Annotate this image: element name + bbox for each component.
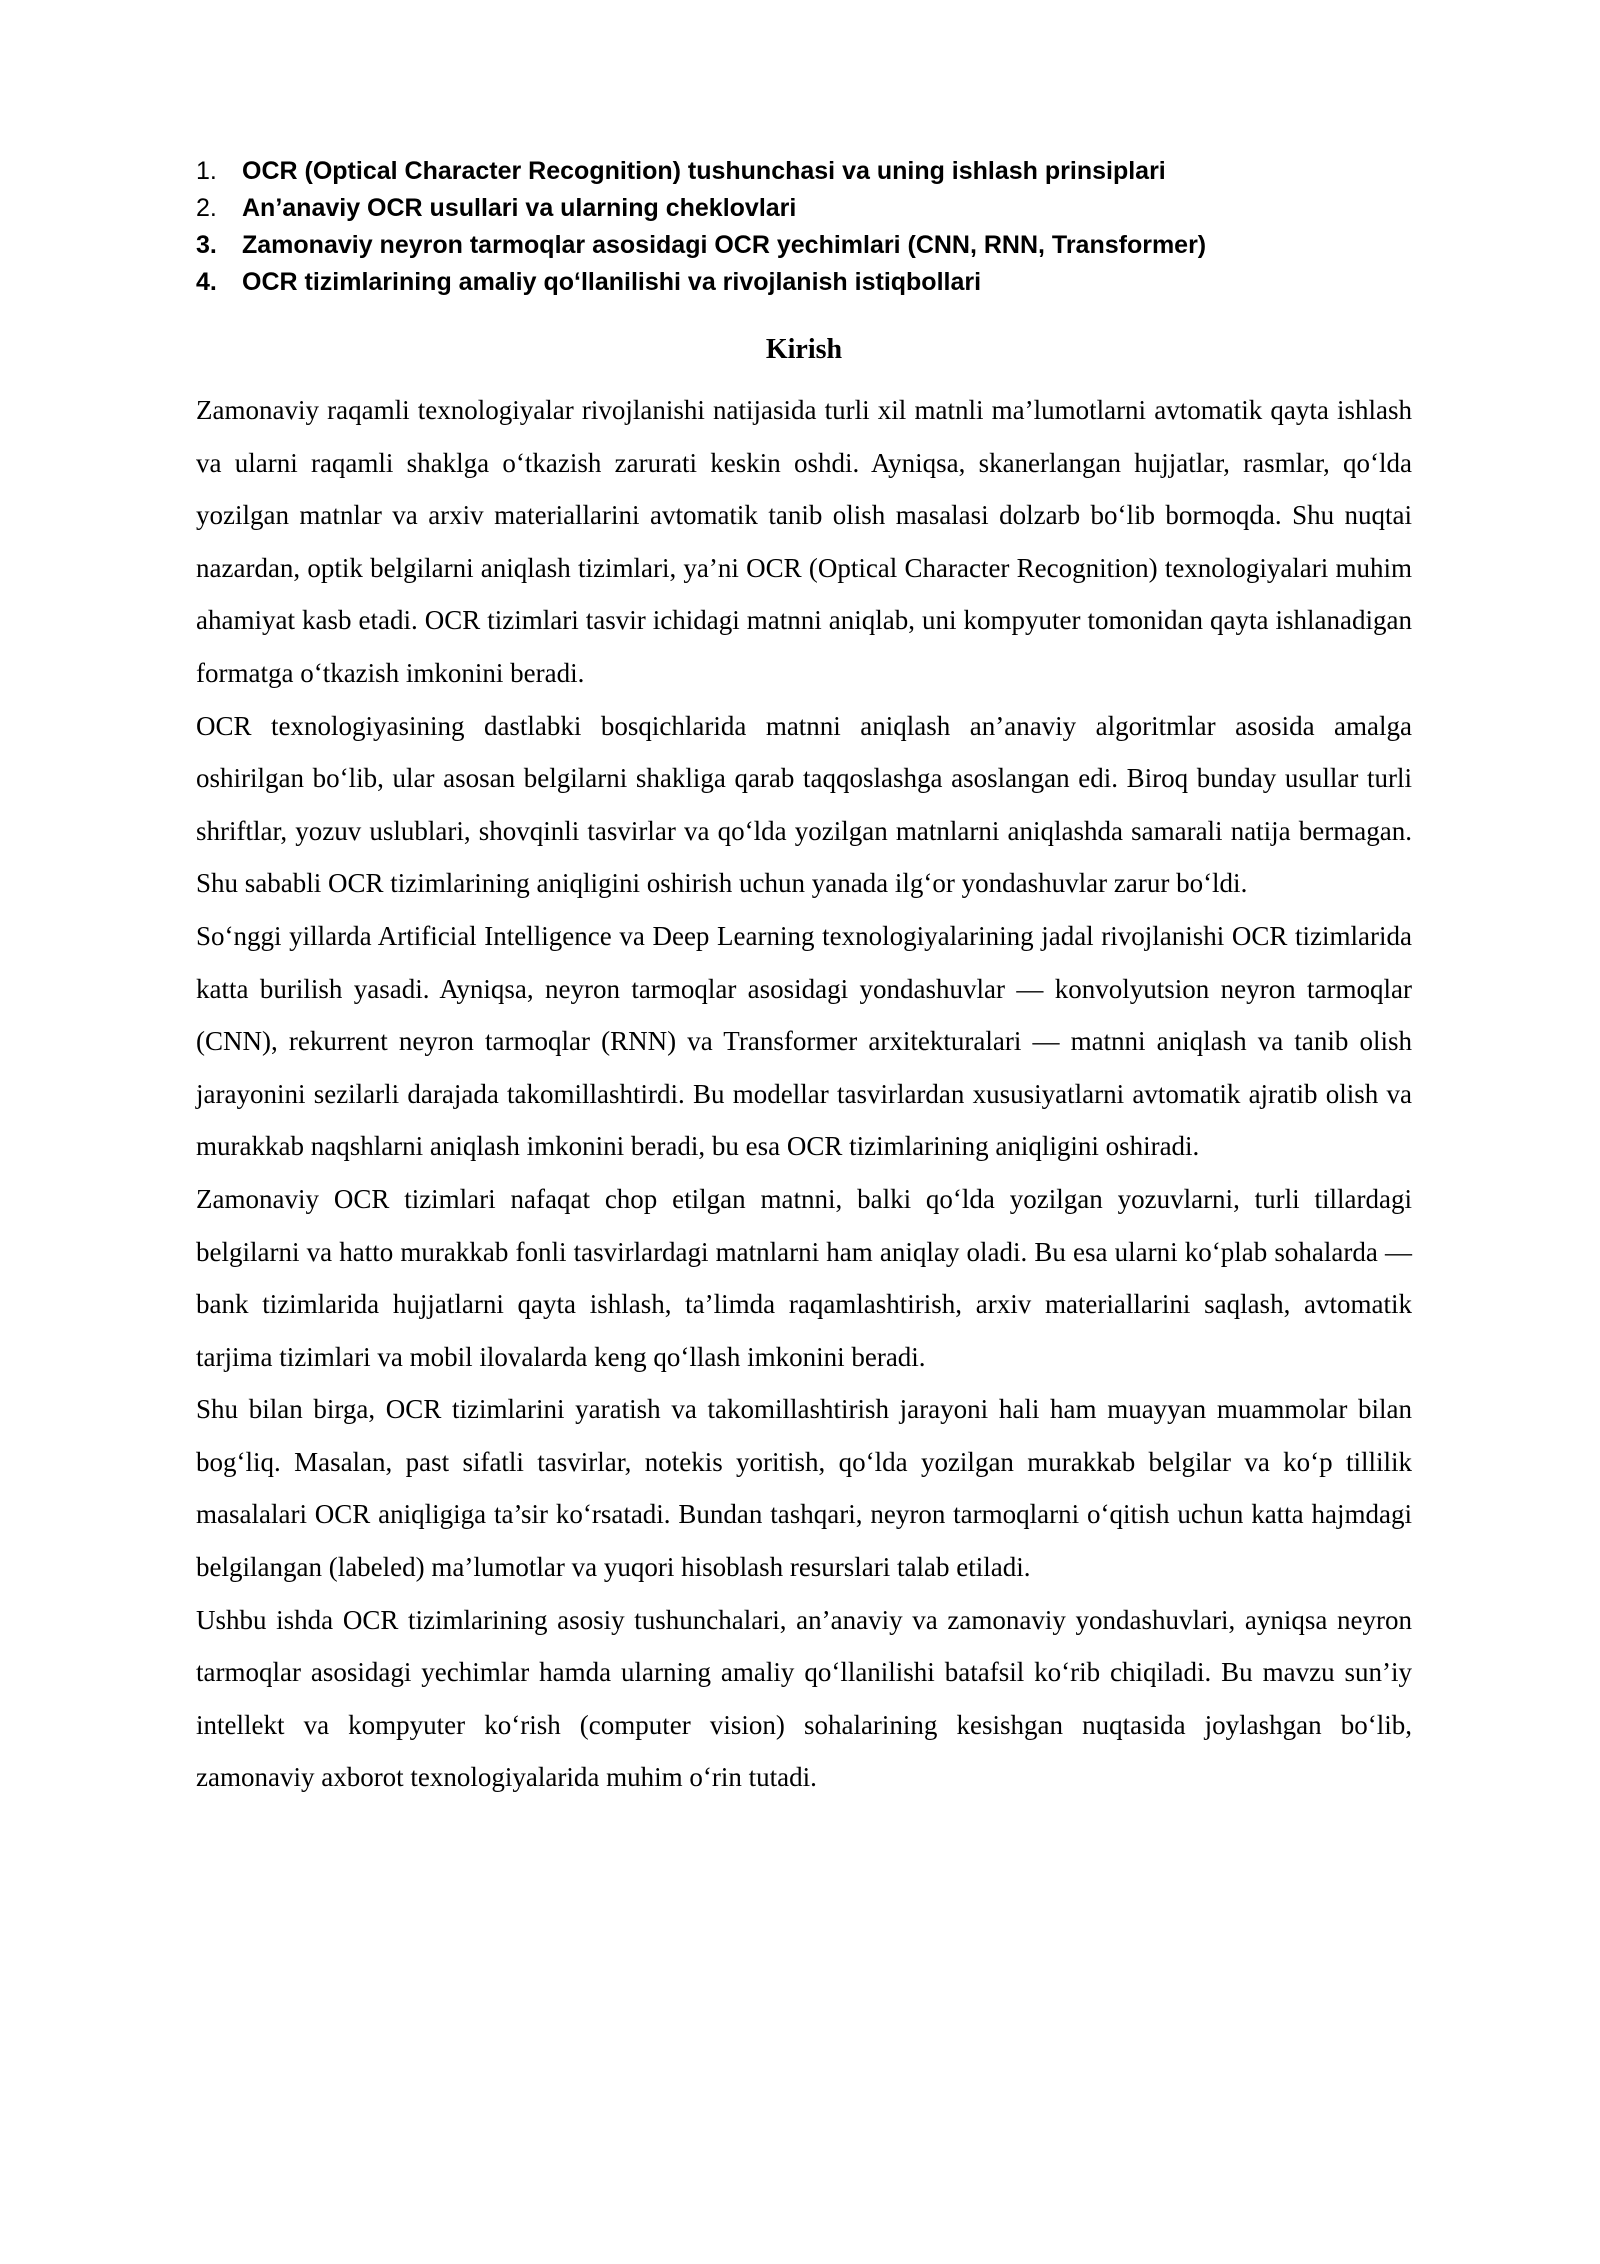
toc-item-3 bbox=[196, 231, 1416, 268]
toc-number: 2. bbox=[196, 194, 217, 222]
body-text bbox=[196, 384, 1412, 1804]
toc-item-2 bbox=[196, 194, 1416, 231]
table-of-contents bbox=[196, 157, 1416, 305]
paragraph-1: Zamonaviy raqamli texnologiyalar rivojlanishi natijasida turli xil matnli ma’lumotlarni avtomatik qayta ishlash va ularni raqamli shaklga o‘tkazish zarurati keskin oshdi. Ayniqsa, skanerlangan hujjatlar, rasmlar, qo‘lda yozilgan matnlar va arxiv materiallarini avtomatik tanib olish masalasi dolzarb bo‘lib bormoqda. Shu nuqtai nazardan, optik belgilarni aniqlash tizimlari, ya’ni OCR (Optical Character Recognition) texnologiyalari muhim ahamiyat kasb etadi. OCR tizimlari tasvir ichidagi matnni aniqlab, uni kompyuter tomonidan qayta ishlanadigan formatga o‘tkazish imkonini beradi. bbox=[196, 395, 1412, 688]
paragraph-5: Shu bilan birga, OCR tizimlarini yaratish va takomillashtirish jarayoni hali ham muayyan muammolar bilan bog‘liq. Masalan, past sifatli tasvirlar, notekis yoritish, qo‘lda yozilgan murakkab belgilar va ko‘p tillilik masalalari OCR aniqligiga ta’sir ko‘rsatadi. Bundan tashqari, neyron tarmoqlarni o‘qitish uchun katta hajmdagi belgilangan (labeled) ma’lumotlar va yuqori hisoblash resurslari talab etiladi. bbox=[196, 1394, 1412, 1583]
toc-number: 4. bbox=[196, 268, 217, 296]
toc-text: OCR (Optical Character Recognition) tushunchasi va uning ishlash prinsiplari bbox=[242, 157, 1166, 185]
paragraph-4: Zamonaviy OCR tizimlari nafaqat chop etilgan matnni, balki qo‘lda yozilgan yozuvlarni, turli tillardagi belgilarni va hatto murakkab fonli tasvirlardagi matnlarni ham aniqlay oladi. Bu esa ularni ko‘plab sohalarda — bank tizimlarida hujjatlarni qayta ishlash, ta’limda raqamlashtirish, arxiv materiallarini saqlash, avtomatik tarjima tizimlari va mobil ilovalarda keng qo‘llash imkonini beradi. bbox=[196, 1183, 1412, 1372]
paragraph-3: So‘nggi yillarda Artificial Intelligence va Deep Learning texnologiyalarining jadal rivojlanishi OCR tizimlarida katta burilish yasadi. Ayniqsa, neyron tarmoqlar asosidagi yondashuvlar — konvolyutsion neyron tarmoqlar (CNN), rekurrent neyron tarmoqlar (RNN) va Transformer arxitekturalari — matnni aniqlash va tanib olish jarayonini sezilarli darajada takomillashtirdi. Bu modellar tasvirlardan xususiyatlarni avtomatik ajratib olish va murakkab naqshlarni aniqlash imkonini beradi, bu esa OCR tizimlarining aniqligini oshiradi. bbox=[196, 920, 1412, 1162]
toc-text: OCR tizimlarining amaliy qo‘llanilishi va rivojlanish istiqbollari bbox=[242, 268, 982, 296]
toc-item-1 bbox=[196, 157, 1416, 194]
toc-number: 1. bbox=[196, 157, 217, 185]
toc-text: An’anaviy OCR usullari va ularning cheklovlari bbox=[242, 194, 797, 222]
paragraph-6: Ushbu ishda OCR tizimlarining asosiy tushunchalari, an’anaviy va zamonaviy yondashuvlari, ayniqsa neyron tarmoqlar asosidagi yechimlar hamda ularning amaliy qo‘llanilishi batafsil ko‘rib chiqiladi. Bu mavzu sun’iy intellekt va kompyuter ko‘rish (computer vision) sohalarining kesishgan nuqtasida joylashgan bo‘lib, zamonaviy axborot texnologiyalarida muhim o‘rin tutadi. bbox=[196, 1604, 1412, 1793]
paragraph-2: OCR texnologiyasining dastlabki bosqichlarida matnni aniqlash an’anaviy algoritmlar asosida amalga oshirilgan bo‘lib, ular asosan belgilarni shakliga qarab taqqoslashga asoslangan edi. Biroq bunday usullar turli shriftlar, yozuv uslublari, shovqinli tasvirlar va qo‘lda yozilgan matnlarni aniqlashda samarali natija bermagan. Shu sababli OCR tizimlarining aniqligini oshirish uchun yanada ilg‘or yondashuvlar zarur bo‘ldi. bbox=[196, 710, 1412, 899]
toc-text: Zamonaviy neyron tarmoqlar asosidagi OCR yechimlari (CNN, RNN, Transformer) bbox=[242, 231, 1207, 259]
section-heading: Kirish bbox=[765, 334, 843, 365]
toc-number: 3. bbox=[196, 231, 217, 259]
toc-item-4 bbox=[196, 268, 1416, 305]
